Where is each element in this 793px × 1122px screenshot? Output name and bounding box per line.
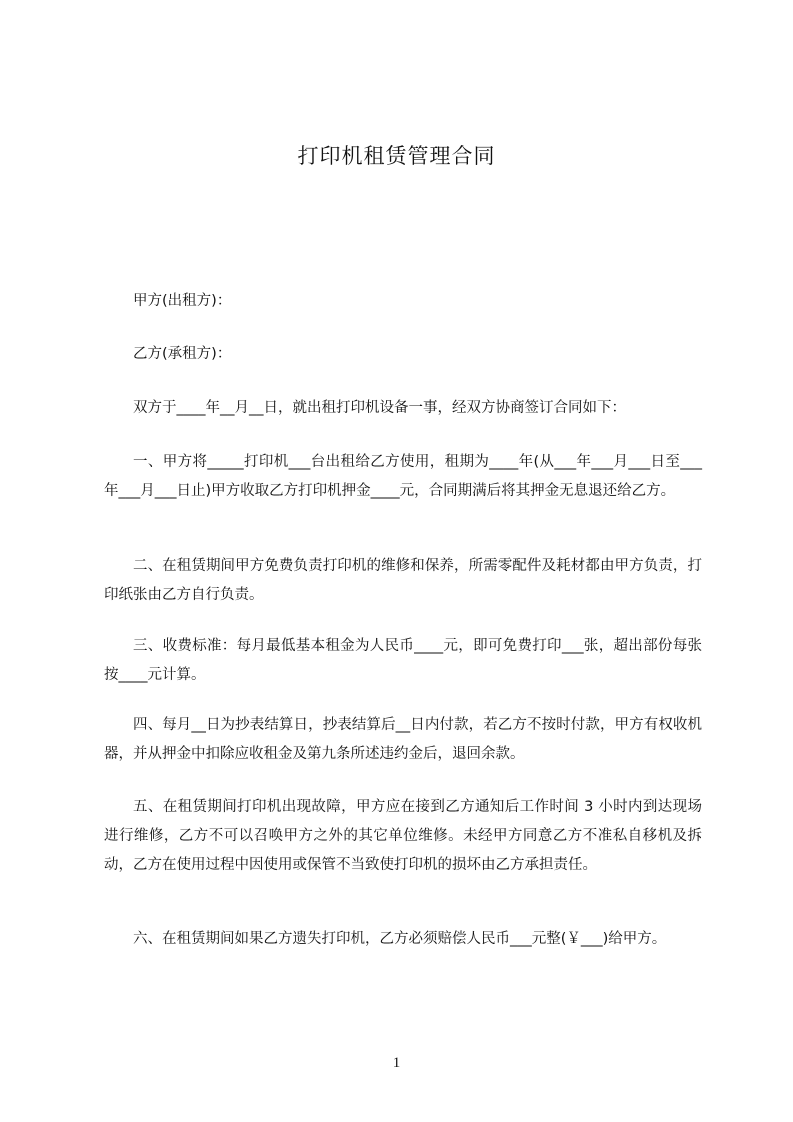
- party-b-line: 乙方(承租方)：: [133, 346, 232, 362]
- clause-5: 五、在租赁期间打印机出现故障，甲方应在接到乙方通知后工作时间 3 小时内到达现场进行维修，乙方不可以召唤甲方之外的其它单位维修。未经甲方同意乙方不准私自移机及拆动，乙方在使用过程中因使用或保管不当致使打印机的损坏由乙方承担责任。: [104, 799, 702, 873]
- clause-6: 六、在租赁期间如果乙方遗失打印机，乙方必须赔偿人民币___元整(￥___)给甲方。: [133, 931, 667, 947]
- document-title: 打印机租赁管理合同: [297, 144, 496, 168]
- party-a-line: 甲方(出租方)：: [133, 293, 232, 309]
- clause-1: 一、甲方将_____打印机___台出租给乙方使用，租期为____年(从___年___月___日至___年___月___日止)甲方收取乙方打印机押金____元，合同期满后将其押金无息退还给乙方。: [104, 454, 702, 499]
- clause-3: 三、收费标准：每月最低基本租金为人民币____元，即可免费打印___张，超出部份每张按____元计算。: [104, 638, 702, 683]
- page-number: 1: [392, 1055, 401, 1071]
- clause-2: 二、在租赁期间甲方免费负责打印机的维修和保养，所需零配件及耗材都由甲方负责，打印纸张由乙方自行负责。: [104, 558, 702, 603]
- clause-4: 四、每月__日为抄表结算日，抄表结算后__日内付款，若乙方不按时付款，甲方有权收机器，并从押金中扣除应收租金及第九条所述违约金后，退回余款。: [104, 717, 702, 762]
- intro-paragraph: 双方于____年__月__日，就出租打印机设备一事，经双方协商签订合同如下：: [133, 400, 626, 416]
